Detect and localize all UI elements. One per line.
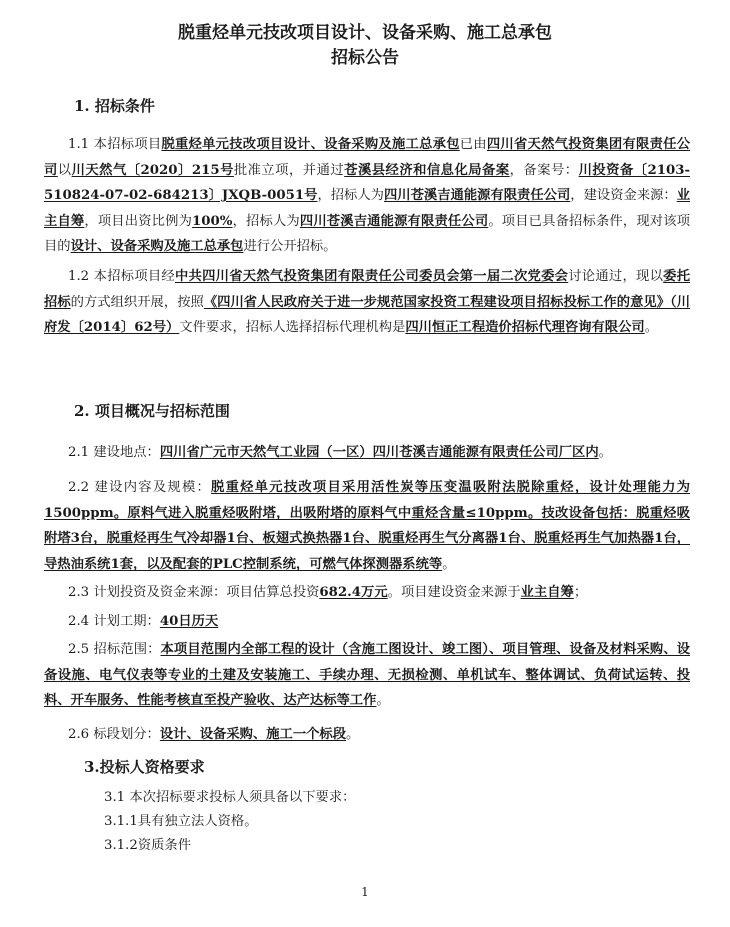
p11-p: 100%	[192, 213, 233, 229]
p23-b: 682.4万元	[319, 585, 388, 600]
p23-d: 业主自筹	[520, 585, 574, 600]
p21-c: 。	[598, 445, 612, 460]
p23-a: 2.3 计划投资及资金来源：项目估算总投资	[68, 585, 320, 600]
p22-a: 2.2 建设内容及规模：	[68, 480, 212, 495]
paragraph-2-2	[44, 475, 690, 577]
p12-h: 四川恒正工程造价招标代理咨询有限公司	[405, 320, 645, 335]
p11-d: 四川省天然气投资集团有限责任公司	[44, 137, 691, 178]
p11-h: 苍溪县经济和信息化局备案	[344, 162, 510, 178]
p23-e: ；	[573, 585, 588, 600]
line-3-1: 3.1 本次招标要求投标人须具备以下要求：	[104, 790, 356, 805]
p11-g: 批准立项，并通过	[233, 162, 345, 178]
p11-l: 四川苍溪吉通能源有限责任公司	[383, 188, 571, 203]
p12-g: 文件要求，招标人选择招标代理机构是	[179, 320, 406, 335]
p11-a: 1.1 本招标项目	[68, 137, 162, 152]
document-title-line2: 招标公告	[331, 48, 399, 68]
p21-b: 四川省广元市天然气工业园（一区）四川苍溪吉通能源有限责任公司厂区内	[159, 445, 599, 460]
p22-b: 脱重烃单元技改项目采用活性炭等压变温吸附法脱除重烃，设计处理能力为1500ppm。原料气进入脱重烃吸附塔，出吸附塔的原料气中重烃含量≤10ppm。技改设备包括：脱重烃吸附塔3台，脱重烃再生气冷却器1台、板翅式换热器1台、脱重烃再生气分离器1台、脱重烃再生气加热器1台，导热油系统1套，以及配套的PLC控制系统，可燃气体探测器系统等	[44, 480, 691, 572]
p11-e: 以	[57, 162, 72, 178]
page-number: 1	[361, 885, 369, 899]
p21-a: 2.1 建设地点：	[68, 445, 160, 460]
p12-f: 《四川省人民政府关于进一步规范国家投资工程建设项目招标投标工作的意见》（川府发〔2014〕62号）	[44, 294, 690, 335]
p12-e: 的方式组织开展，按照	[70, 294, 204, 310]
p11-f: 川天然气〔2020〕215号	[71, 162, 234, 178]
section-2-heading: 2. 项目概况与招标范围	[74, 402, 230, 420]
paragraph-2-1	[44, 440, 690, 466]
p12-a: 1.2 本招标项目经	[68, 269, 175, 284]
document-title-line1: 脱重烃单元技改项目设计、设备采购、施工总承包	[178, 23, 552, 43]
p11-r: 四川苍溪吉通能源有限责任公司	[299, 213, 489, 229]
p11-u: 进行公开招标。	[243, 239, 337, 254]
paragraph-2-4	[44, 609, 690, 635]
line-3-1-1: 3.1.1具有独立法人资格。	[104, 814, 258, 829]
p11-n: 业主自筹	[44, 188, 691, 229]
p25-a: 2.5 招标范围：	[68, 642, 161, 657]
p24-b: 40日历天	[159, 614, 219, 629]
p11-t: 设计、设备采购及施工总承包	[70, 239, 244, 254]
p26-c: 。	[346, 727, 360, 742]
p12-c: 讨论通过，现以	[568, 269, 664, 284]
p11-b: 脱重烃单元技改项目设计、设备采购及施工总承包	[161, 137, 460, 152]
paragraph-1-2	[44, 264, 690, 341]
p11-o: ，项目出资比例为	[84, 213, 193, 229]
paragraph-2-5	[44, 637, 690, 714]
p12-i: 。	[644, 320, 658, 335]
p26-a: 2.6 标段划分：	[68, 727, 160, 742]
p11-i: ，备案号：	[509, 162, 579, 178]
p11-s: 。项目已具备招标条件，现对该项目的	[44, 213, 691, 254]
p11-j: 川投资备〔2103-510824-07-02-684213〕JXQB-0051号	[44, 162, 691, 203]
p23-c: 。项目建设资金来源于	[387, 585, 521, 600]
p11-m: ，建设资金来源：	[570, 188, 677, 203]
paragraph-2-6	[44, 722, 690, 748]
p26-b: 设计、设备采购、施工一个标段	[159, 727, 347, 742]
p11-q: ，招标人为	[232, 213, 300, 229]
p25-c: 。	[376, 693, 390, 708]
p12-d: 委托招标	[44, 269, 691, 310]
p11-k: ，招标人为	[317, 188, 384, 203]
section-3-heading: 3.投标人资格要求	[84, 758, 205, 776]
paragraph-1-1	[44, 132, 690, 260]
section-1-heading: 1. 招标条件	[74, 97, 155, 115]
p22-c: 。	[442, 556, 456, 572]
p24-a: 2.4 计划工期：	[68, 614, 160, 629]
line-3-1-2: 3.1.2资质条件	[104, 838, 192, 853]
p11-c: 已由	[459, 137, 487, 152]
p25-b: 本项目范围内全部工程的设计（含施工图设计、竣工图）、项目管理、设备及材料采购、设备设施、电气仪表等专业的土建及安装施工、手续办理、无损检测、单机试车、整体调试、负荷试运转、投料、开车服务、性能考核直至投产验收、达产达标等工作	[44, 642, 690, 708]
paragraph-2-3	[44, 580, 690, 606]
p12-b: 中共四川省天然气投资集团有限责任公司委员会第一届二次党委会	[175, 269, 569, 284]
